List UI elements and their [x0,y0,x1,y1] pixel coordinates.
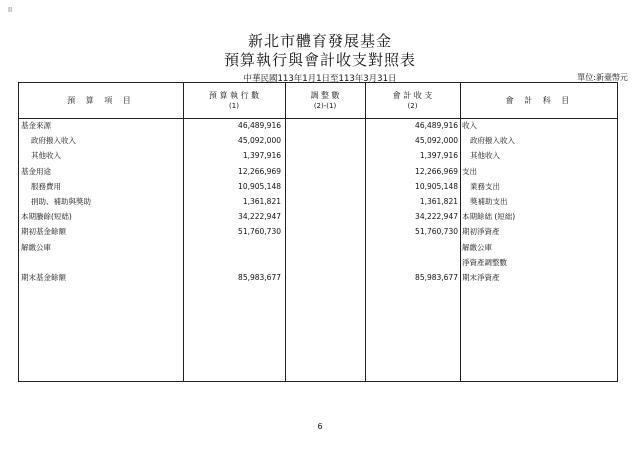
document-subtitle: 預算執行與會計收支對照表 [223,51,416,69]
header-divider [19,118,617,119]
cell-acct: 46,489,916 [415,121,458,130]
cell-acct: 51,760,730 [415,227,458,237]
header-adjust [285,83,365,118]
header-acct-label: 會 計 收 支 [392,90,433,100]
cell-acct-item: 獎補助支出 [470,197,508,206]
header-budget-item-label: 預 算 項 目 [67,95,135,105]
corner-mark: II [8,6,13,14]
cell-budget-exec: 45,092,000 [238,136,281,146]
cell-budget-item: 本期賸餘(短絀) [21,212,72,222]
cell-acct: 1,397,916 [419,151,458,161]
cell-acct: 1,361,821 [419,197,458,206]
cell-acct-item: 淨資產調整數 [462,257,507,267]
page-number: 6 [317,422,323,431]
currency-unit: 單位:新臺幣元 [577,73,628,82]
cell-acct: 12,266,969 [415,166,458,176]
cell-budget-exec: 34,222,947 [238,212,281,222]
cell-acct: 45,092,000 [415,136,458,146]
cell-budget-item: 其他收入 [31,151,61,161]
header-budget-exec-label: 預 算 執 行 數 [208,90,260,100]
cell-budget-item: 捐助、補助與獎助 [31,197,91,206]
cell-budget-exec: 85,983,677 [238,273,281,282]
cell-acct-item: 其他收入 [470,151,500,161]
header-budget-exec [183,83,285,118]
cell-acct-item: 支出 [462,166,477,176]
column-divider [183,83,184,381]
comparison-table [18,82,618,382]
header-acct-sub: (2) [407,101,418,110]
cell-budget-item: 基金來源 [21,121,51,130]
cell-acct: 85,983,677 [415,273,458,282]
cell-budget-exec: 51,760,730 [238,227,281,237]
column-divider [460,83,461,381]
cell-budget-item: 基金用途 [21,166,51,176]
header-adjust-sub: (2)-(1) [313,101,337,110]
cell-budget-item: 期末基金餘額 [21,273,66,282]
cell-acct: 34,222,947 [415,212,458,222]
cell-budget-item: 解繳公庫 [21,242,51,252]
header-budget-exec-sub: (1) [229,101,239,110]
cell-budget-exec: 46,489,916 [238,121,281,130]
header-budget-item [19,83,183,118]
cell-acct-item: 政府撥入收入 [470,136,515,146]
header-acct [365,83,460,118]
cell-acct-item: 解繳公庫 [462,242,492,252]
cell-budget-exec: 1,361,821 [242,197,281,206]
cell-budget-item: 政府撥入收入 [31,136,76,146]
cell-acct-item: 收入 [462,121,477,130]
column-divider [285,83,286,381]
header-acct-item [460,83,619,118]
header-acct-item-label: 會 計 科 目 [505,95,574,105]
cell-budget-item: 期初基金餘額 [21,227,66,237]
cell-budget-item: 服務費用 [31,181,61,191]
cell-acct-item: 本期餘絀 (短絀) [462,212,516,222]
cell-budget-exec: 1,397,916 [242,151,281,161]
cell-acct: 10,905,148 [415,181,458,191]
document-title: 新北市體育發展基金 [247,32,392,50]
cell-budget-exec: 10,905,148 [238,181,281,191]
cell-acct-item: 期末淨資產 [462,273,500,282]
header-adjust-label: 調 整 數 [310,90,340,100]
cell-budget-exec: 12,266,969 [238,166,281,176]
column-divider [365,83,366,381]
cell-acct-item: 期初淨資產 [462,227,500,237]
cell-acct-item: 業務支出 [470,181,500,191]
report-period: 中華民國113年1月1日至113年3月31日 [243,74,397,84]
